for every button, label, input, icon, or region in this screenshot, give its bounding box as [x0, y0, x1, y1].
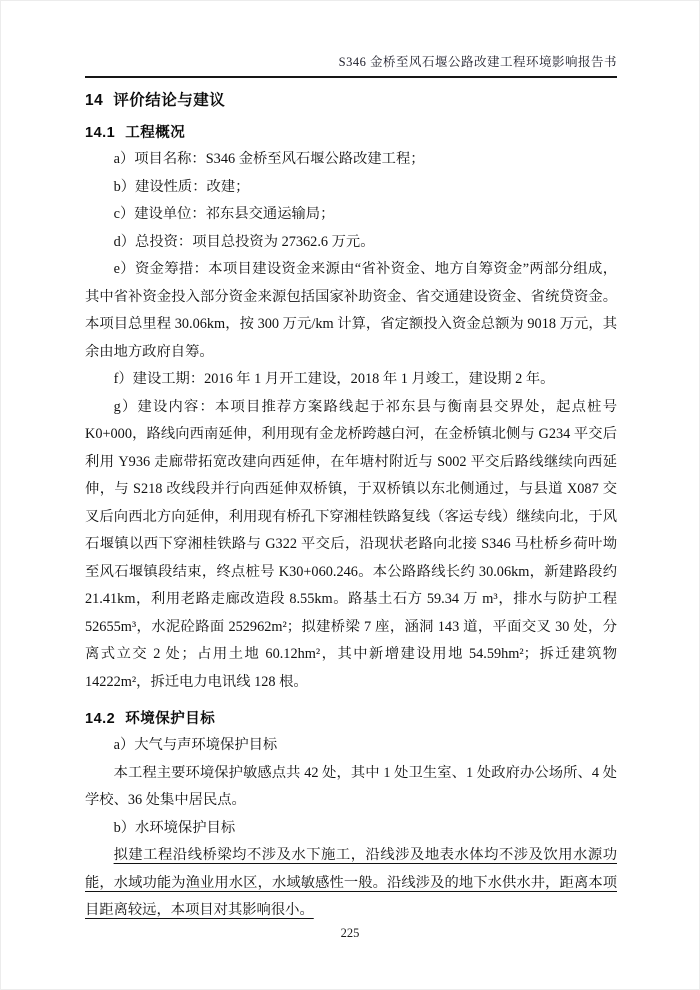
section-title: 工程概况 [125, 125, 186, 141]
para-project-name: a）项目名称：S346 金桥至风石堰公路改建工程； [113, 151, 425, 167]
report-title: S346 金桥至风石堰公路改建工程环境影响报告书 [338, 55, 617, 69]
section-14-1-heading [85, 124, 617, 142]
section-number: 14 [85, 92, 104, 109]
page-header [85, 55, 617, 78]
para-water-target-label: b）水环境保护目标 [113, 819, 236, 836]
para-total-investment: d）总投资：项目总投资为 27362.6 万元。 [113, 233, 375, 250]
para-construction-nature: b）建设性质：改建； [113, 178, 250, 195]
para-funding: e）资金筹措：本项目建设资金来源由“省补资金、地方自筹资金”两部分组成，其中省补资金投入部分资金来源包括国家补助资金、省交通建设资金、省统贷资金。本项目总里程 30.06km，按 300 万元/km 计算，省定额投入资金总额为 9018 万元，其余由地方政府自筹。 [85, 261, 617, 360]
para-water-target-content: 拟建工程沿线桥梁均不涉及水下施工，沿线涉及地表水体均不涉及饮用水源功能，水域功能为渔业用水区，水域敏感性一般。沿线涉及的地下水供水井，距离本项目距离较远，本项目对其影响很小。 [85, 847, 617, 918]
page-number: 225 [340, 926, 360, 940]
project-overview-block [85, 146, 617, 696]
section-title: 评价结论与建议 [113, 92, 226, 109]
section-number: 14.2 [85, 711, 116, 727]
section-title: 环境保护目标 [125, 711, 216, 727]
para-air-noise-target-label: a）大气与声环境保护目标 [113, 737, 278, 753]
section-14-2-heading [85, 710, 617, 728]
section-14-heading [85, 92, 617, 110]
para-sensitive-points: 本工程主要环境保护敏感点共 42 处，其中 1 处卫生室、1 处政府办公场所、4 处学校、36 处集中居民点。 [85, 764, 617, 808]
para-construction-period: f）建设工期：2016 年 1 月开工建设，2018 年 1 月竣工，建设期 2 年。 [113, 371, 555, 387]
section-number: 14.1 [85, 125, 116, 141]
para-construction-content: g）建设内容：本项目推荐方案路线起于祁东县与衡南县交界处，起点桩号 K0+000，路线向西南延伸，利用现有金龙桥跨越白河，在金桥镇北侧与 G234 平交后利用 Y936 走廊带拓宽改建向西延伸，在年塘村附近与 S002 平交后路线继续向西延伸，与 S218 改线段并行向西延伸双桥镇，于双桥镇以东北侧通过，与县道 X087 交叉后向西北方向延伸，利用现有桥孔下穿湘桂铁路复线（客运专线）继续向北，于风石堰镇以西下穿湘桂铁路与 G322 平交后，沿现状老路向北接 S346 马杜桥乡荷叶坳至风石堰镇段结束，终点桩号 K30+060.246。本公路路线长约 30.06km，新建路段约 21.41km，利用老路走廊改造段 8.55km。路基土石方 59.34 万 m³，排水与防护工程 52655m³，水泥砼路面 252962m²；拟建桥梁 7 座，涵洞 143 道，平面交叉 30 处，分离式立交 2 处；占用土地 60.12hm²，其中新增建设用地 54.59hm²；拆迁建筑物 14222m²，拆迁电力电讯线 128 根。 [85, 398, 617, 690]
environment-target-block [85, 732, 617, 925]
para-construction-unit: c）建设单位：祁东县交通运输局； [113, 206, 335, 222]
page-footer [1, 926, 699, 941]
